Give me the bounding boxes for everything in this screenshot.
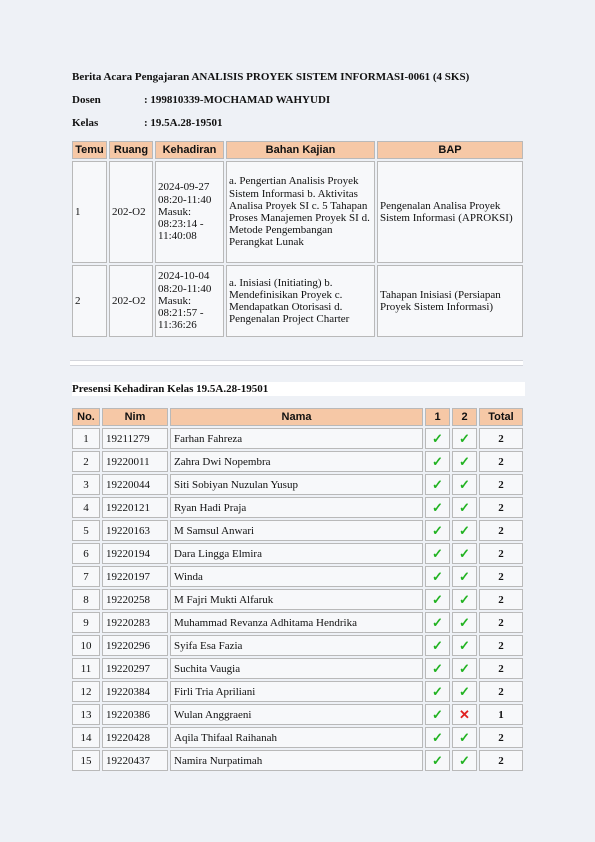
cell-nim: 19220283 <box>102 612 168 633</box>
presensi-body <box>72 428 523 771</box>
cell-no: 13 <box>72 704 100 725</box>
check-icon: ✓ <box>432 522 443 538</box>
cell-no: 12 <box>72 681 100 702</box>
cell-bap: Pengenalan Analisa Proyek Sistem Informasi (APROKSI) <box>377 161 523 263</box>
cell-nim: 19220296 <box>102 635 168 656</box>
check-icon: ✓ <box>459 660 470 676</box>
cell-nim: 19220194 <box>102 543 168 564</box>
cell-no: 7 <box>72 566 100 587</box>
table-row <box>72 612 523 633</box>
cell-total: 2 <box>479 589 523 610</box>
cell-bahan-kajian: a. Inisiasi (Initiating) b. Mendefinisikan Proyek c. Mendapatkan Otorisasi d. Pengenalan Project Charter <box>226 265 375 337</box>
dosen-value: : 199810339-MOCHAMAD WAHYUDI <box>144 94 331 106</box>
cell-nama: Dara Lingga Elmira <box>170 543 423 564</box>
check-icon: ✓ <box>432 752 443 768</box>
check-icon: ✓ <box>459 430 470 446</box>
cell-nim: 19220163 <box>102 520 168 541</box>
check-icon: ✓ <box>432 706 443 722</box>
cell-meeting-2 <box>452 635 477 656</box>
cell-total: 2 <box>479 635 523 656</box>
check-icon: ✓ <box>459 729 470 745</box>
check-icon: ✓ <box>432 614 443 630</box>
cell-bap: Tahapan Inisiasi (Persiapan Proyek Sistem Informasi) <box>377 265 523 337</box>
check-icon: ✓ <box>432 430 443 446</box>
table-row <box>72 727 523 748</box>
cell-ruang: 202-O2 <box>109 161 153 263</box>
check-icon: ✓ <box>459 591 470 607</box>
cell-no: 3 <box>72 474 100 495</box>
cell-nim: 19220258 <box>102 589 168 610</box>
check-icon: ✓ <box>459 476 470 492</box>
check-icon: ✓ <box>432 729 443 745</box>
cell-meeting-2 <box>452 750 477 771</box>
check-icon: ✓ <box>459 522 470 538</box>
check-icon: ✓ <box>432 545 443 561</box>
cell-meeting-2 <box>452 497 477 518</box>
check-icon: ✓ <box>459 545 470 561</box>
cell-nama: Suchita Vaugia <box>170 658 423 679</box>
check-icon: ✓ <box>459 568 470 584</box>
cell-meeting-1 <box>425 497 450 518</box>
cell-kehadiran: 2024-09-27 08:20-11:40 Masuk: 08:23:14 - 11:40:08 <box>155 161 224 263</box>
check-icon: ✓ <box>459 499 470 515</box>
cell-total: 2 <box>479 612 523 633</box>
cell-meeting-1 <box>425 727 450 748</box>
table-row <box>72 635 523 656</box>
cell-meeting-2 <box>452 520 477 541</box>
cell-bahan-kajian: a. Pengertian Analisis Proyek Sistem Informasi b. Aktivitas Analisa Proyek SI c. 5 Tahapan Proses Manajemen Proyek SI d. Metode Pengembangan Perangkat Lunak <box>226 161 375 263</box>
cell-nim: 19220428 <box>102 727 168 748</box>
cell-no: 15 <box>72 750 100 771</box>
check-icon: ✓ <box>432 499 443 515</box>
cell-nim: 19220384 <box>102 681 168 702</box>
check-icon: ✓ <box>432 476 443 492</box>
cell-meeting-2 <box>452 704 477 725</box>
cell-no: 10 <box>72 635 100 656</box>
header-nama: Nama <box>170 408 423 426</box>
kelas-row <box>72 116 525 130</box>
cell-total: 2 <box>479 566 523 587</box>
cell-total: 2 <box>479 497 523 518</box>
cell-meeting-2 <box>452 612 477 633</box>
header-no: No. <box>72 408 100 426</box>
cell-nama: Siti Sobiyan Nuzulan Yusup <box>170 474 423 495</box>
cell-nama: Namira Nurpatimah <box>170 750 423 771</box>
cell-meeting-1 <box>425 750 450 771</box>
document-page <box>72 70 525 773</box>
header-bap: BAP <box>377 141 523 159</box>
cell-no: 1 <box>72 428 100 449</box>
table-row <box>72 750 523 771</box>
document-title: Berita Acara Pengajaran ANALISIS PROYEK SISTEM INFORMASI-0061 (4 SKS) <box>72 71 470 83</box>
cell-no: 14 <box>72 727 100 748</box>
cell-nim: 19220011 <box>102 451 168 472</box>
cell-nim: 19220437 <box>102 750 168 771</box>
check-icon: ✓ <box>459 637 470 653</box>
table-row <box>72 451 523 472</box>
check-icon: ✓ <box>432 683 443 699</box>
cell-meeting-1 <box>425 520 450 541</box>
cell-meeting-1 <box>425 589 450 610</box>
table-row <box>72 658 523 679</box>
header-bahan-kajian: Bahan Kajian <box>226 141 375 159</box>
cell-nama: Farhan Fahreza <box>170 428 423 449</box>
check-icon: ✓ <box>459 614 470 630</box>
dosen-label: Dosen <box>72 94 101 106</box>
cross-icon: ✕ <box>459 706 470 722</box>
bap-table <box>70 139 525 339</box>
check-icon: ✓ <box>432 591 443 607</box>
cell-nim: 19220197 <box>102 566 168 587</box>
table-row <box>72 543 523 564</box>
table-row <box>72 520 523 541</box>
cell-nama: Zahra Dwi Nopembra <box>170 451 423 472</box>
cell-total: 2 <box>479 750 523 771</box>
cell-nama: Winda <box>170 566 423 587</box>
header-meeting-2: 2 <box>452 408 477 426</box>
cell-meeting-2 <box>452 474 477 495</box>
cell-meeting-2 <box>452 543 477 564</box>
header-kehadiran: Kehadiran <box>155 141 224 159</box>
cell-meeting-1 <box>425 635 450 656</box>
table-row <box>72 566 523 587</box>
table-row <box>72 428 523 449</box>
cell-nim: 19220386 <box>102 704 168 725</box>
cell-no: 6 <box>72 543 100 564</box>
cell-meeting-1 <box>425 658 450 679</box>
cell-meeting-1 <box>425 566 450 587</box>
cell-total: 2 <box>479 543 523 564</box>
cell-nama: Wulan Anggraeni <box>170 704 423 725</box>
cell-meeting-2 <box>452 428 477 449</box>
check-icon: ✓ <box>459 683 470 699</box>
cell-meeting-1 <box>425 474 450 495</box>
cell-no: 8 <box>72 589 100 610</box>
table-row <box>72 681 523 702</box>
table-row <box>72 161 523 263</box>
cell-kehadiran: 2024-10-04 08:20-11:40 Masuk: 08:21:57 - 11:36:26 <box>155 265 224 337</box>
section-divider <box>70 360 523 366</box>
cell-nim: 19220044 <box>102 474 168 495</box>
cell-no: 9 <box>72 612 100 633</box>
cell-meeting-2 <box>452 589 477 610</box>
cell-nama: Aqila Thifaal Raihanah <box>170 727 423 748</box>
presensi-table <box>70 406 525 773</box>
cell-meeting-2 <box>452 727 477 748</box>
cell-ruang: 202-O2 <box>109 265 153 337</box>
check-icon: ✓ <box>432 453 443 469</box>
cell-nama: Muhammad Revanza Adhitama Hendrika <box>170 612 423 633</box>
cell-no: 4 <box>72 497 100 518</box>
kelas-value: : 19.5A.28-19501 <box>144 117 223 129</box>
kelas-label: Kelas <box>72 117 99 129</box>
cell-total: 1 <box>479 704 523 725</box>
cell-nama: M Fajri Mukti Alfaruk <box>170 589 423 610</box>
header-nim: Nim <box>102 408 168 426</box>
cell-no: 11 <box>72 658 100 679</box>
cell-total: 2 <box>479 428 523 449</box>
cell-total: 2 <box>479 451 523 472</box>
cell-meeting-1 <box>425 428 450 449</box>
cell-meeting-1 <box>425 612 450 633</box>
cell-total: 2 <box>479 727 523 748</box>
check-icon: ✓ <box>459 453 470 469</box>
cell-total: 2 <box>479 520 523 541</box>
cell-nim: 19211279 <box>102 428 168 449</box>
cell-meeting-1 <box>425 704 450 725</box>
cell-meeting-2 <box>452 658 477 679</box>
table-row <box>72 474 523 495</box>
presensi-title: Presensi Kehadiran Kelas 19.5A.28-19501 <box>72 382 525 396</box>
cell-total: 2 <box>479 474 523 495</box>
presensi-table-header <box>72 408 523 426</box>
check-icon: ✓ <box>432 660 443 676</box>
cell-nim: 19220297 <box>102 658 168 679</box>
cell-nama: Syifa Esa Fazia <box>170 635 423 656</box>
cell-nim: 19220121 <box>102 497 168 518</box>
header-temu: Temu <box>72 141 107 159</box>
dosen-row <box>72 93 525 107</box>
table-row <box>72 589 523 610</box>
cell-total: 2 <box>479 681 523 702</box>
bap-table-header <box>72 141 523 159</box>
cell-nama: Firli Tria Apriliani <box>170 681 423 702</box>
cell-temu: 2 <box>72 265 107 337</box>
cell-nama: Ryan Hadi Praja <box>170 497 423 518</box>
cell-meeting-2 <box>452 566 477 587</box>
header-total: Total <box>479 408 523 426</box>
cell-total: 2 <box>479 658 523 679</box>
check-icon: ✓ <box>432 637 443 653</box>
check-icon: ✓ <box>459 752 470 768</box>
table-row <box>72 265 523 337</box>
cell-no: 5 <box>72 520 100 541</box>
header-ruang: Ruang <box>109 141 153 159</box>
cell-meeting-1 <box>425 681 450 702</box>
check-icon: ✓ <box>432 568 443 584</box>
cell-meeting-2 <box>452 681 477 702</box>
cell-nama: M Samsul Anwari <box>170 520 423 541</box>
cell-meeting-1 <box>425 451 450 472</box>
header-meeting-1: 1 <box>425 408 450 426</box>
table-row <box>72 704 523 725</box>
cell-no: 2 <box>72 451 100 472</box>
table-row <box>72 497 523 518</box>
cell-meeting-2 <box>452 451 477 472</box>
cell-meeting-1 <box>425 543 450 564</box>
cell-temu: 1 <box>72 161 107 263</box>
